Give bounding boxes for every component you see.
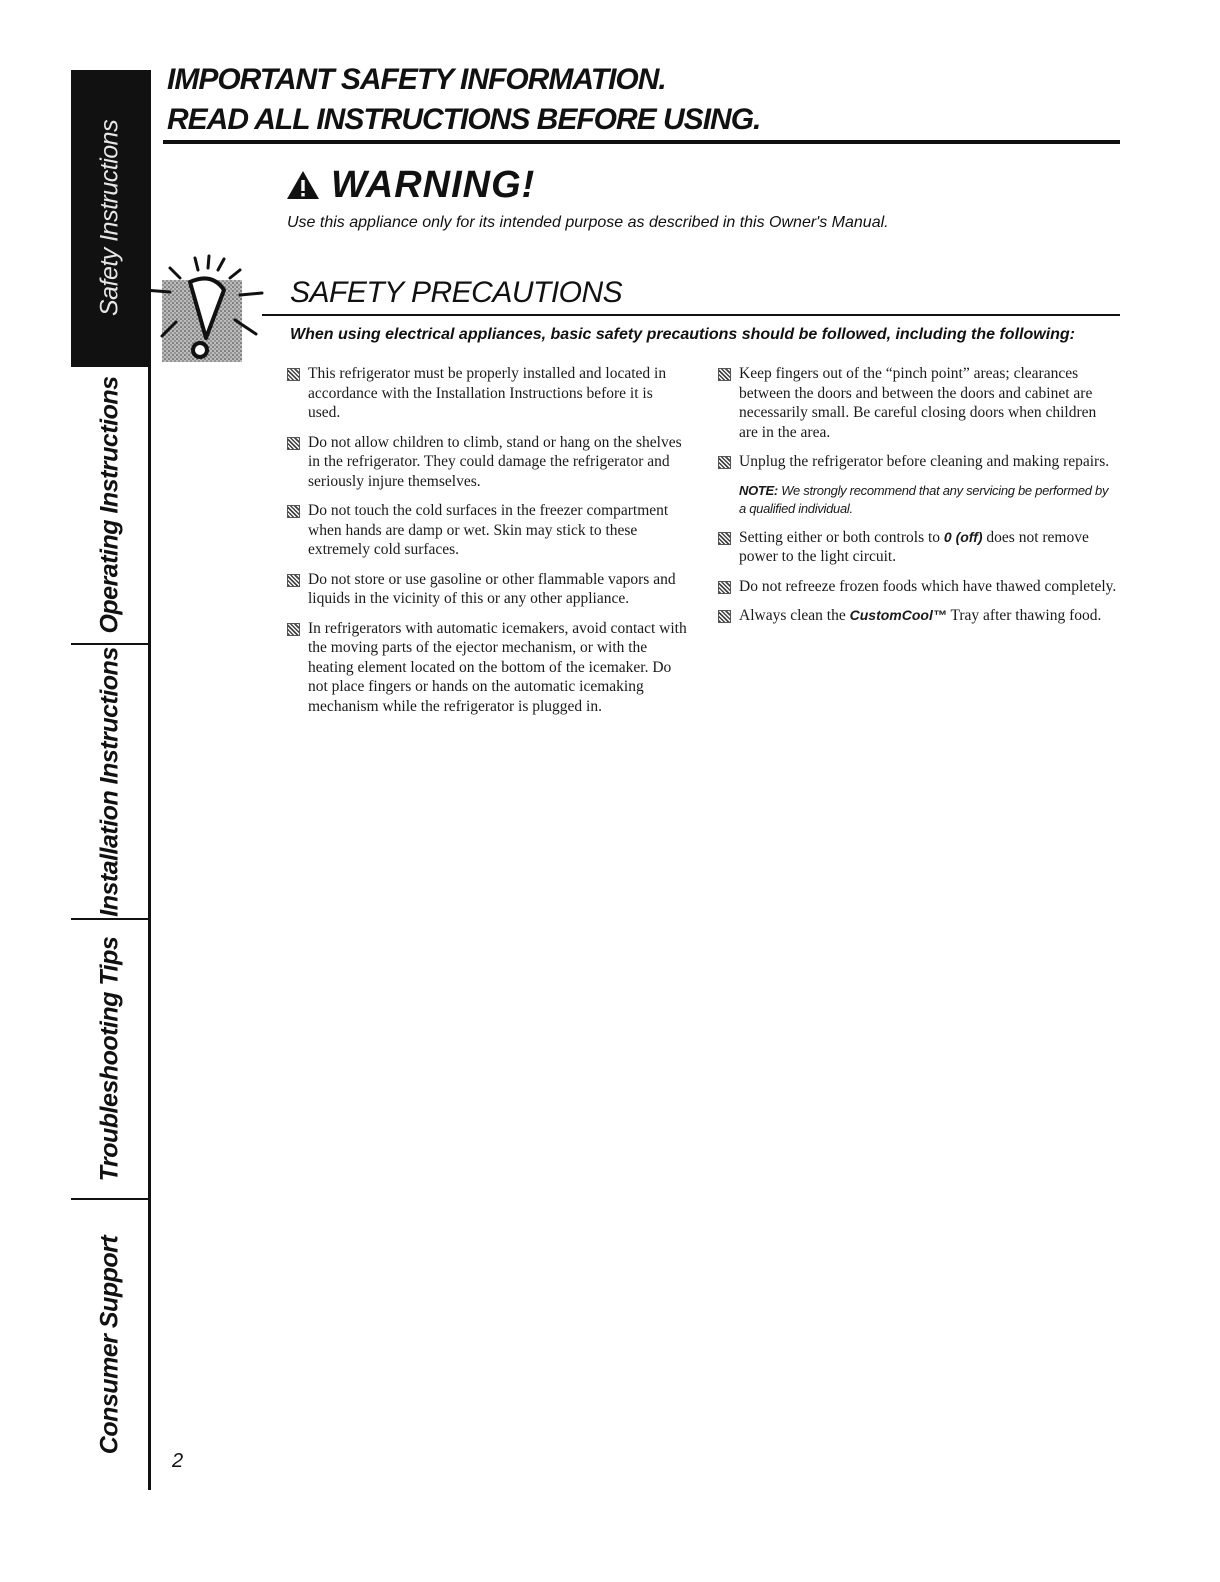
- warning-subtext: Use this appliance only for its intended purpose as described in this Owner's Manual.: [287, 214, 889, 231]
- service-note: [718, 482, 1118, 518]
- tab-label: Installation Instructions: [95, 646, 123, 917]
- title-line-1: IMPORTANT SAFETY INFORMATION.: [167, 63, 666, 96]
- tab-installation-instructions[interactable]: [71, 645, 148, 920]
- bullet-icon: [287, 437, 300, 450]
- control-off-setting: 0 (off): [943, 528, 983, 545]
- bullet-icon: [718, 610, 731, 623]
- bullet-icon: [718, 532, 731, 545]
- note-text: We strongly recommend that any servicing be performed by a qualified individual.: [739, 482, 1109, 516]
- bullet-icon: [287, 368, 300, 381]
- tab-label: Troubleshooting Tips: [95, 936, 123, 1182]
- list-item: Setting either or both controls to 0 (off) does not remove power to the light circuit.: [718, 528, 1118, 567]
- list-item: Always clean the CustomCool™ Tray after thawing food.: [718, 606, 1118, 626]
- title-rule: [163, 140, 1120, 144]
- tab-label: Consumer Support: [95, 1235, 123, 1455]
- customcool-brand: CustomCool™: [849, 607, 947, 623]
- warning-triangle-icon: [285, 169, 321, 201]
- safety-precautions-heading: SAFETY PRECAUTIONS: [290, 276, 623, 309]
- bullet-icon: [718, 456, 731, 469]
- list-item: Do not refreeze frozen foods which have thawed completely.: [718, 577, 1118, 597]
- bullet-icon: [718, 581, 731, 594]
- bullet-icon: [287, 505, 300, 518]
- tab-consumer-support[interactable]: [71, 1200, 148, 1490]
- tab-label: Operating Instructions: [95, 376, 123, 634]
- warning-heading: WARNING!: [331, 163, 536, 206]
- exclamation-burst-icon: [140, 250, 270, 370]
- page-title: [167, 60, 760, 140]
- list-item: Keep fingers out of the “pinch point” areas; clearances between the doors and between the doors and cabinet are necessarily small. Be careful closing doors when children are in the area.: [718, 364, 1118, 442]
- bullet-icon: [287, 574, 300, 587]
- section-rule: [262, 314, 1120, 316]
- list-item: This refrigerator must be properly installed and located in accordance with the Installation Instructions before it is used.: [287, 364, 687, 423]
- bullet-icon: [718, 368, 731, 381]
- note-label: NOTE:: [739, 482, 778, 498]
- precautions-right-column: [718, 364, 1118, 636]
- tab-troubleshooting-tips[interactable]: [71, 920, 148, 1200]
- list-item: In refrigerators with automatic icemakers, avoid contact with the moving parts of the ejector mechanism, or with the heating element located on the bottom of the icemaker. Do not place fingers or hands on the automatic icemaking mechanism while the refrigerator is plugged in.: [287, 619, 687, 717]
- safety-intro: When using electrical appliances, basic safety precautions should be followed, including the following:: [290, 326, 1076, 343]
- precautions-left-column: [287, 364, 687, 726]
- tab-safety-instructions[interactable]: [71, 70, 148, 367]
- title-line-2: READ ALL INSTRUCTIONS BEFORE USING.: [167, 103, 761, 136]
- tab-label: Safety Instructions: [95, 119, 123, 316]
- list-item: Do not allow children to climb, stand or hang on the shelves in the refrigerator. They could damage the refrigerator and seriously injure themselves.: [287, 433, 687, 492]
- tab-operating-instructions[interactable]: [71, 367, 148, 645]
- list-item: Do not touch the cold surfaces in the freezer compartment when hands are damp or wet. Skin may stick to these extremely cold surfaces.: [287, 501, 687, 560]
- list-item: Do not store or use gasoline or other flammable vapors and liquids in the vicinity of this or any other appliance.: [287, 570, 687, 609]
- warning-heading-row: [285, 160, 535, 210]
- list-item: Unplug the refrigerator before cleaning and making repairs.: [718, 452, 1118, 472]
- page-number: 2: [172, 1450, 184, 1472]
- section-tabs: [71, 70, 151, 1490]
- bullet-icon: [287, 623, 300, 636]
